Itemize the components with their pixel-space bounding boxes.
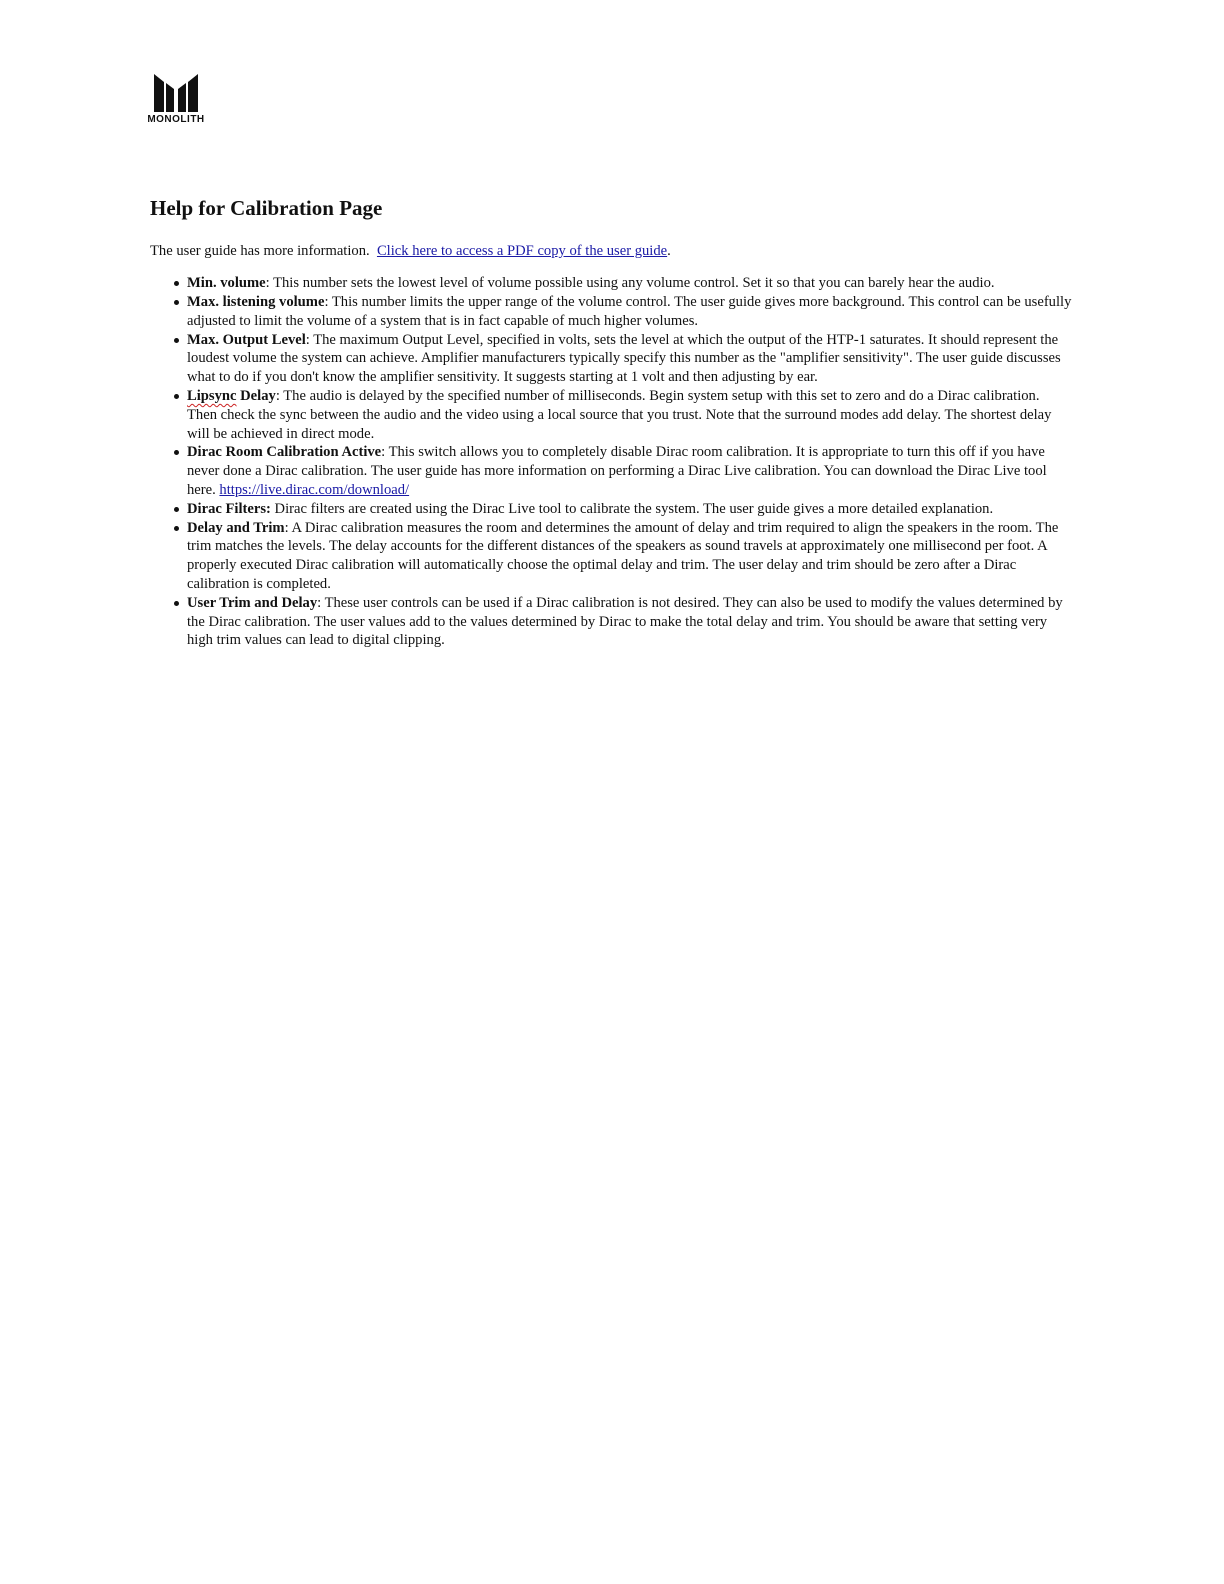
intro-paragraph — [150, 242, 1072, 260]
monolith-logo-icon — [154, 72, 198, 112]
desc-max-output-level: : The maximum Output Level, specified in volts, sets the level at which the output of the HTP-1 saturates. It should represent the loudest volume the system can achieve. Amplifier manufacturers typically specify this number as the "amplifier sensitivity". The user guide discusses what to do if you don't know the amplifier sensitivity. It suggests starting at 1 volt and then adjusting by ear. — [187, 331, 1061, 386]
monolith-logo — [144, 72, 208, 125]
list-item-delay-and-trim — [187, 519, 1072, 594]
term-max-listening-volume: Max. listening volume — [187, 293, 325, 310]
list-item-max-listening-volume — [187, 293, 1072, 331]
desc-delay-and-trim: : A Dirac calibration measures the room and determines the amount of delay and trim required to align the speakers in the room. The trim matches the levels. The delay accounts for the different distances of the speakers as sound travels at approximately one millisecond per foot. A properly executed Dirac calibration will automatically choose the optimal delay and trim. The user delay and trim should be zero after a Dirac calibration is completed. — [187, 519, 1059, 592]
help-content — [150, 196, 1072, 650]
list-item-min-volume — [187, 274, 1072, 293]
intro-trailing: . — [667, 243, 671, 260]
user-guide-pdf-link[interactable]: Click here to access a PDF copy of the user guide — [376, 243, 668, 260]
intro-text: The user guide has more information. — [150, 243, 370, 260]
term-lipsync-suffix: Delay — [236, 387, 276, 404]
list-item-dirac-filters — [187, 500, 1072, 519]
term-delay-and-trim: Delay and Trim — [187, 519, 285, 536]
desc-dirac-filters: Dirac filters are created using the Dirac Live tool to calibrate the system. The user guide gives a more detailed explanation. — [270, 500, 994, 517]
term-dirac-filters: Dirac Filters: — [187, 500, 271, 517]
list-item-lipsync-delay — [187, 387, 1072, 443]
desc-dirac-room-calibration: : This switch allows you to completely disable Dirac room calibration. It is appropriate to turn this off if you have never done a Dirac calibration. The user guide has more information on performing a Dirac Live calibration. You can download the Dirac Live tool here. — [187, 444, 1047, 498]
term-min-volume: Min. volume — [187, 275, 266, 292]
desc-max-listening-volume: : This number limits the upper range of the volume control. The user guide gives more background. This control can be usefully adjusted to limit the volume of a system that is in fact capable of much higher volumes. — [187, 293, 1072, 329]
term-dirac-room-calibration: Dirac Room Calibration Active — [187, 444, 382, 461]
list-item-max-output-level — [187, 331, 1072, 387]
term-max-output-level: Max. Output Level — [187, 331, 306, 348]
desc-lipsync-delay: : The audio is delayed by the specified number of milliseconds. Begin system setup with this set to zero and do a Dirac calibration. Then check the sync between the audio and the video using a local source that you trust. Note that the surround modes add delay. The shortest delay will be achieved in direct mode. — [187, 387, 1052, 442]
desc-user-trim-and-delay: : These user controls can be used if a Dirac calibration is not desired. They can also be used to modify the values determined by the Dirac calibration. The user values add to the values determined by Dirac to make the total delay and trim. You should be aware that setting very high trim values can lead to digital clipping. — [187, 594, 1063, 649]
term-lipsync-word: Lipsync — [187, 387, 237, 404]
page-title: Help for Calibration Page — [150, 196, 383, 220]
term-lipsync-delay — [187, 388, 276, 404]
term-user-trim-and-delay: User Trim and Delay — [187, 594, 318, 611]
list-item-user-trim-and-delay — [187, 594, 1072, 650]
desc-min-volume: : This number sets the lowest level of volume possible using any volume control. Set it so that you can barely hear the audio. — [265, 275, 995, 292]
logo-wordmark: MONOLITH — [147, 114, 205, 125]
list-item-dirac-room-calibration — [187, 443, 1072, 499]
help-list — [150, 274, 1072, 650]
dirac-download-link[interactable]: https://live.dirac.com/download/ — [219, 481, 410, 498]
